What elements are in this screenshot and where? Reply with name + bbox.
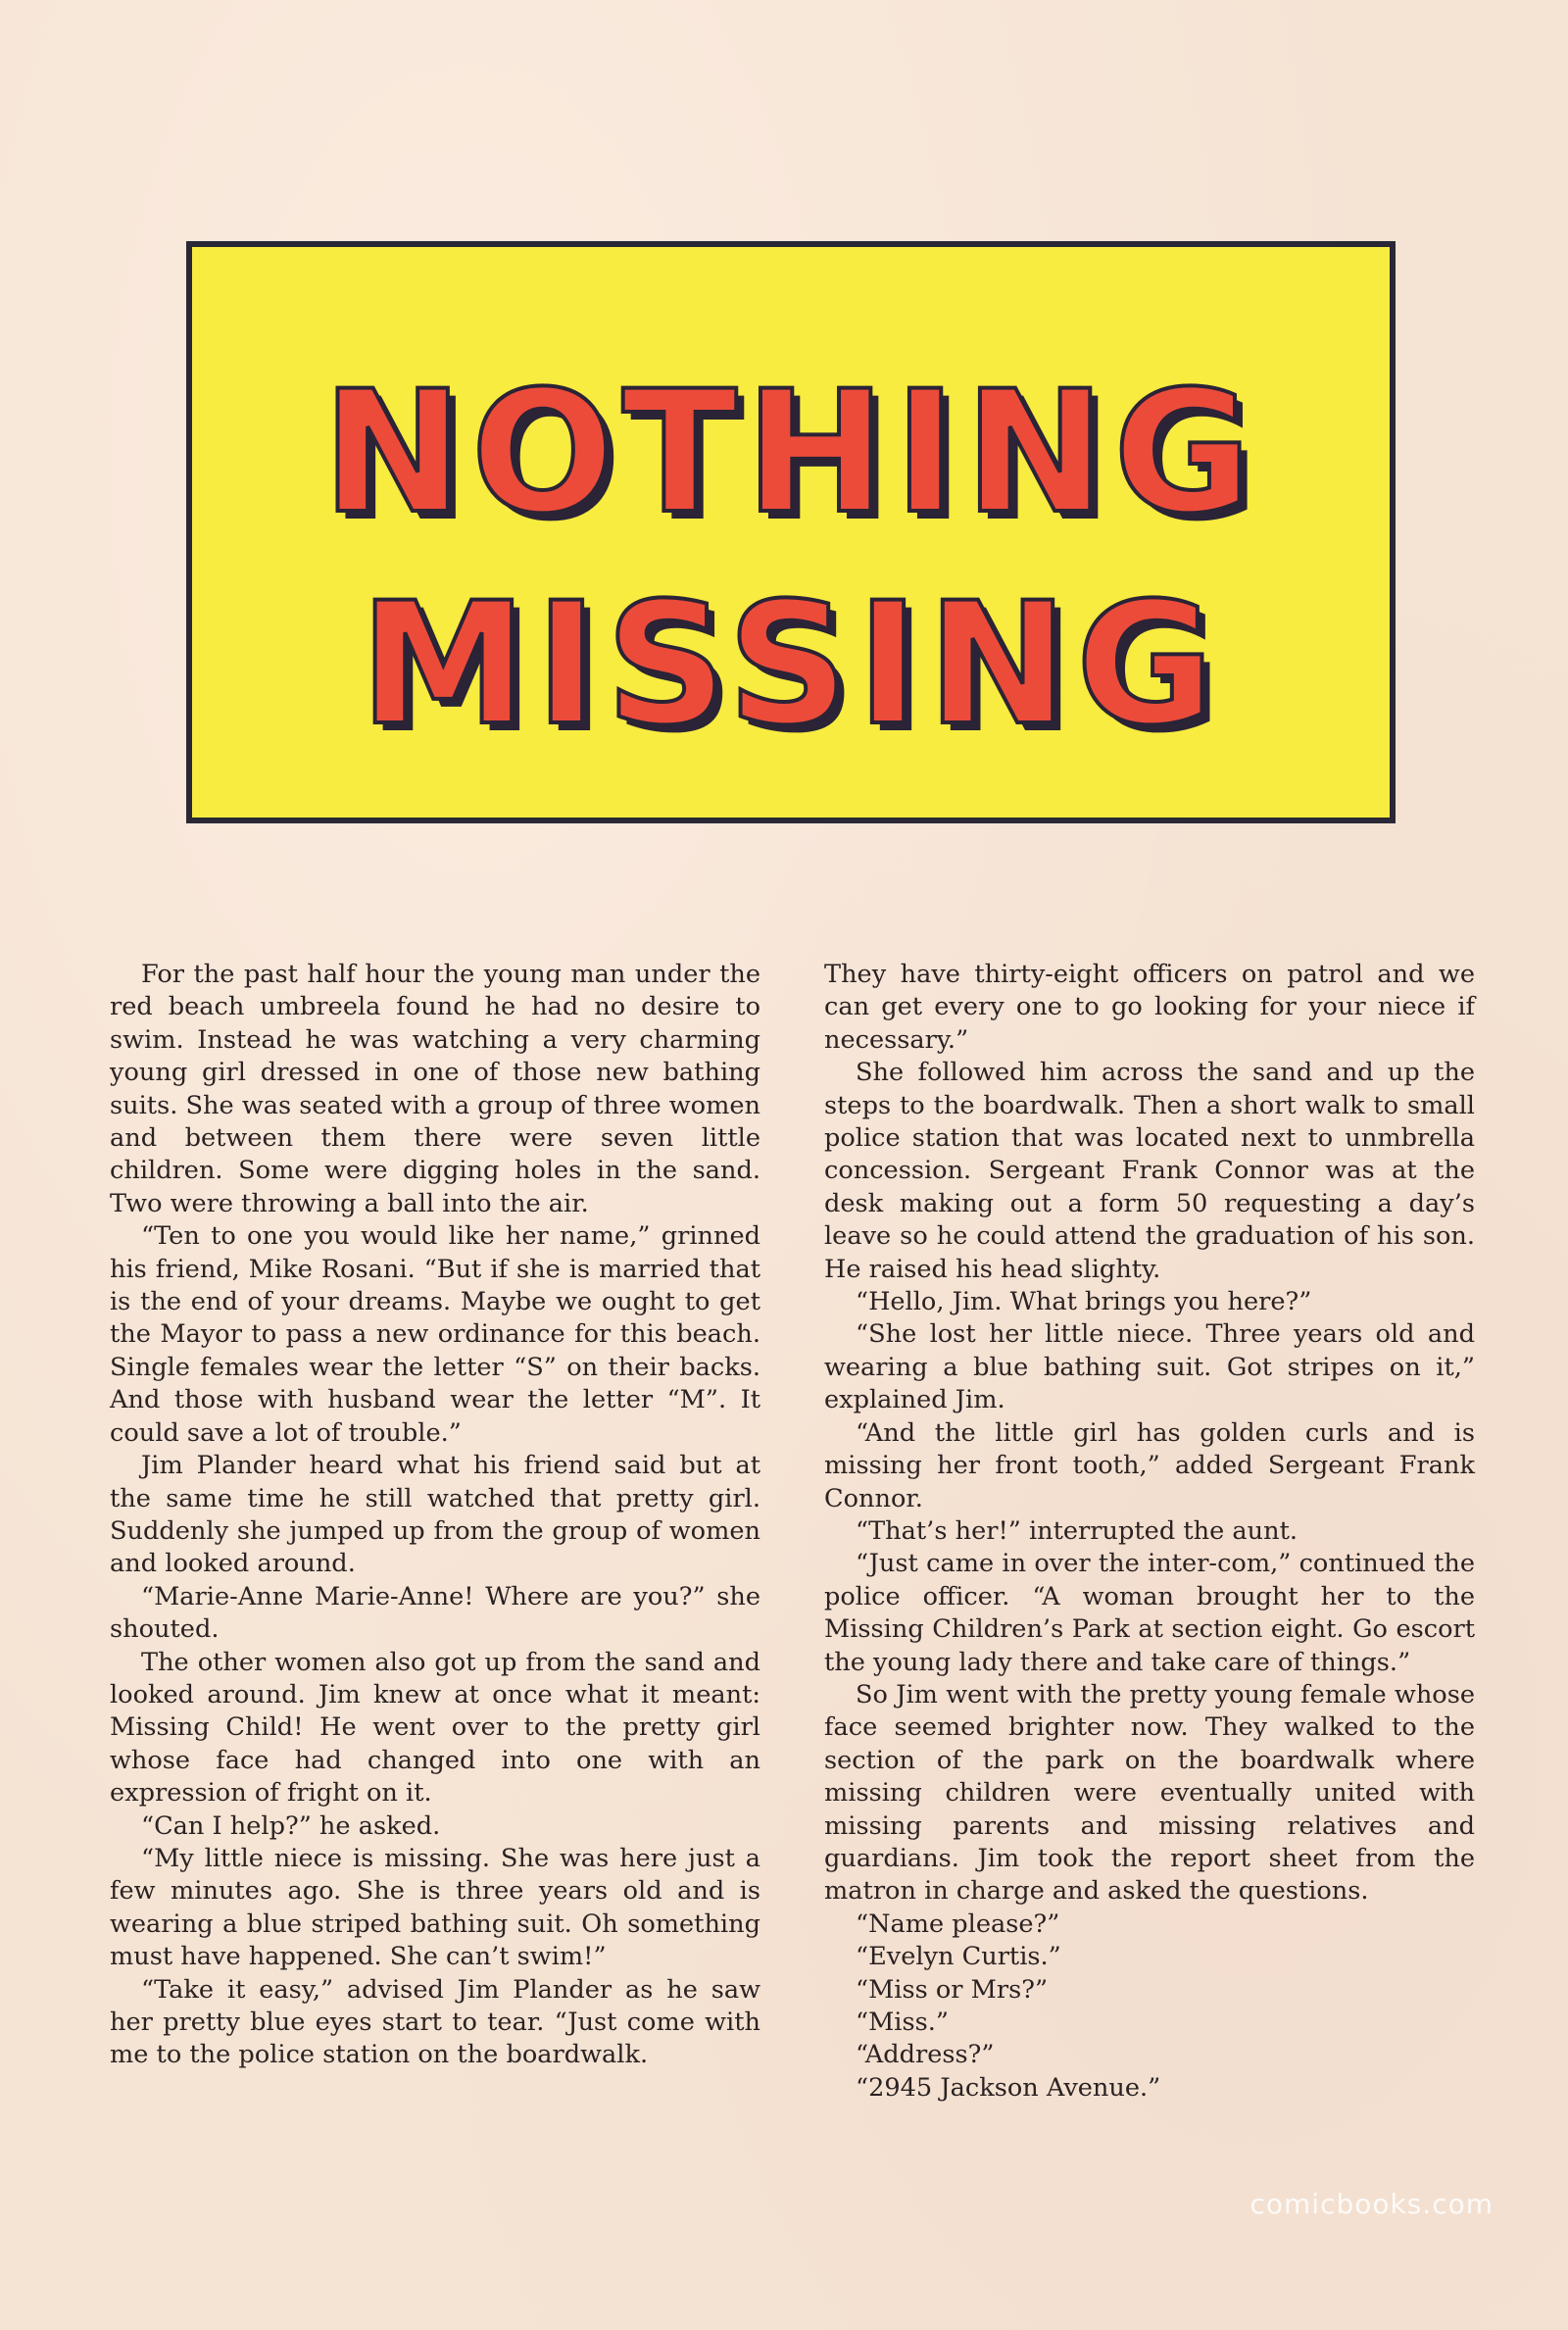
title-line-2: MISSING — [359, 566, 1223, 763]
paragraph: She followed him across the sand and up the steps to the boardwalk. Then a short walk to small police station that was located next to unmbrella concession. Sergeant Frank Connor was at the desk making out a form 50 requesting a day’s leave so he could attend the graduation of his son. He raised his head slighty. — [824, 1058, 1475, 1284]
paragraph: “Just came in over the inter-com,” continued the police officer. “A woman brought her to the Missing Children’s Park at section eight. Go escort the young lady there and take care of things.” — [824, 1549, 1475, 1677]
paragraph: “2945 Jackson Avenue.” — [856, 2072, 1161, 2103]
paragraph-continued: They have thirty-eight officers on patrol and we can get every one to go looking for your niece if necessary.” — [824, 960, 1475, 1055]
paragraph: “Miss.” — [856, 2008, 949, 2037]
paragraph: “Hello, Jim. What brings you here?” — [856, 1287, 1312, 1317]
paragraph: “Can I help?” he asked. — [141, 1810, 441, 1841]
title-panel — [186, 241, 1396, 823]
paragraph: “She lost her little niece. Three years old and wearing a blue bathing suit. Got stripes on it,” explained Jim. — [824, 1319, 1475, 1415]
story-column-left — [110, 959, 760, 2072]
paragraph: “My little niece is missing. She was here just a few minutes ago. She is three years old and is wearing a blue striped bathing suit. Oh something must have happened. She can’t swim!” — [110, 1843, 760, 1972]
title-line-1: NOTHING — [321, 354, 1260, 551]
paragraph: “Marie-Anne Marie-Anne! Where are you?” she shouted. — [110, 1581, 760, 1645]
paragraph: “Ten to one you would like her name,” grinned his friend, Mike Rosani. “But if she is married that is the end of your dreams. Maybe we ought to get the Mayor to pass a new ordinance for this beach. Single females wear the letter “S” on their backs. And those with husband wear the letter “M”. It could save a lot of trouble.” — [110, 1221, 760, 1448]
paragraph: The other women also got up from the sand and looked around. Jim knew at once what it meant: Missing Child! He went over to the pretty girl whose face had changed into one with an expression of fright on it. — [110, 1647, 760, 1809]
watermark: comicbooks.com — [1250, 2188, 1494, 2220]
paragraph: “That’s her!” interrupted the aunt. — [856, 1515, 1298, 1546]
paragraph: “Evelyn Curtis.” — [856, 1942, 1061, 1972]
paragraph: For the past half hour the young man under the red beach umbreela found he had no desire to swim. Instead he was watching a very charming young girl dressed in one of those new bathing suits. She was seated with a group of three women and between them there were seven little children. Some were digging holes in the sand. Two were throwing a ball into the air. — [110, 960, 760, 1218]
paragraph: “Miss or Mrs?” — [856, 1974, 1049, 2005]
paragraph: So Jim went with the pretty young female whose face seemed brighter now. They walked to the section of the park on the boardwalk where missing children were eventually united with missing parents and missing relatives and guardians. Jim took the report sheet from the matron in charge and asked the questions. — [824, 1679, 1475, 1907]
paragraph: “Name please?” — [856, 1909, 1060, 1939]
paragraph: “And the little girl has golden curls and is missing her front tooth,” added Sergeant Frank Connor. — [824, 1417, 1475, 1513]
paragraph: “Address?” — [856, 2040, 995, 2070]
paragraph: “Take it easy,” advised Jim Plander as he saw her pretty blue eyes start to tear. “Just come with me to the police station on the boardwalk. — [110, 1974, 760, 2070]
paragraph: Jim Plander heard what his friend said but at the same time he still watched that pretty girl. Suddenly she jumped up from the group of women and looked around. — [110, 1451, 760, 1579]
story-column-right — [824, 959, 1475, 2105]
